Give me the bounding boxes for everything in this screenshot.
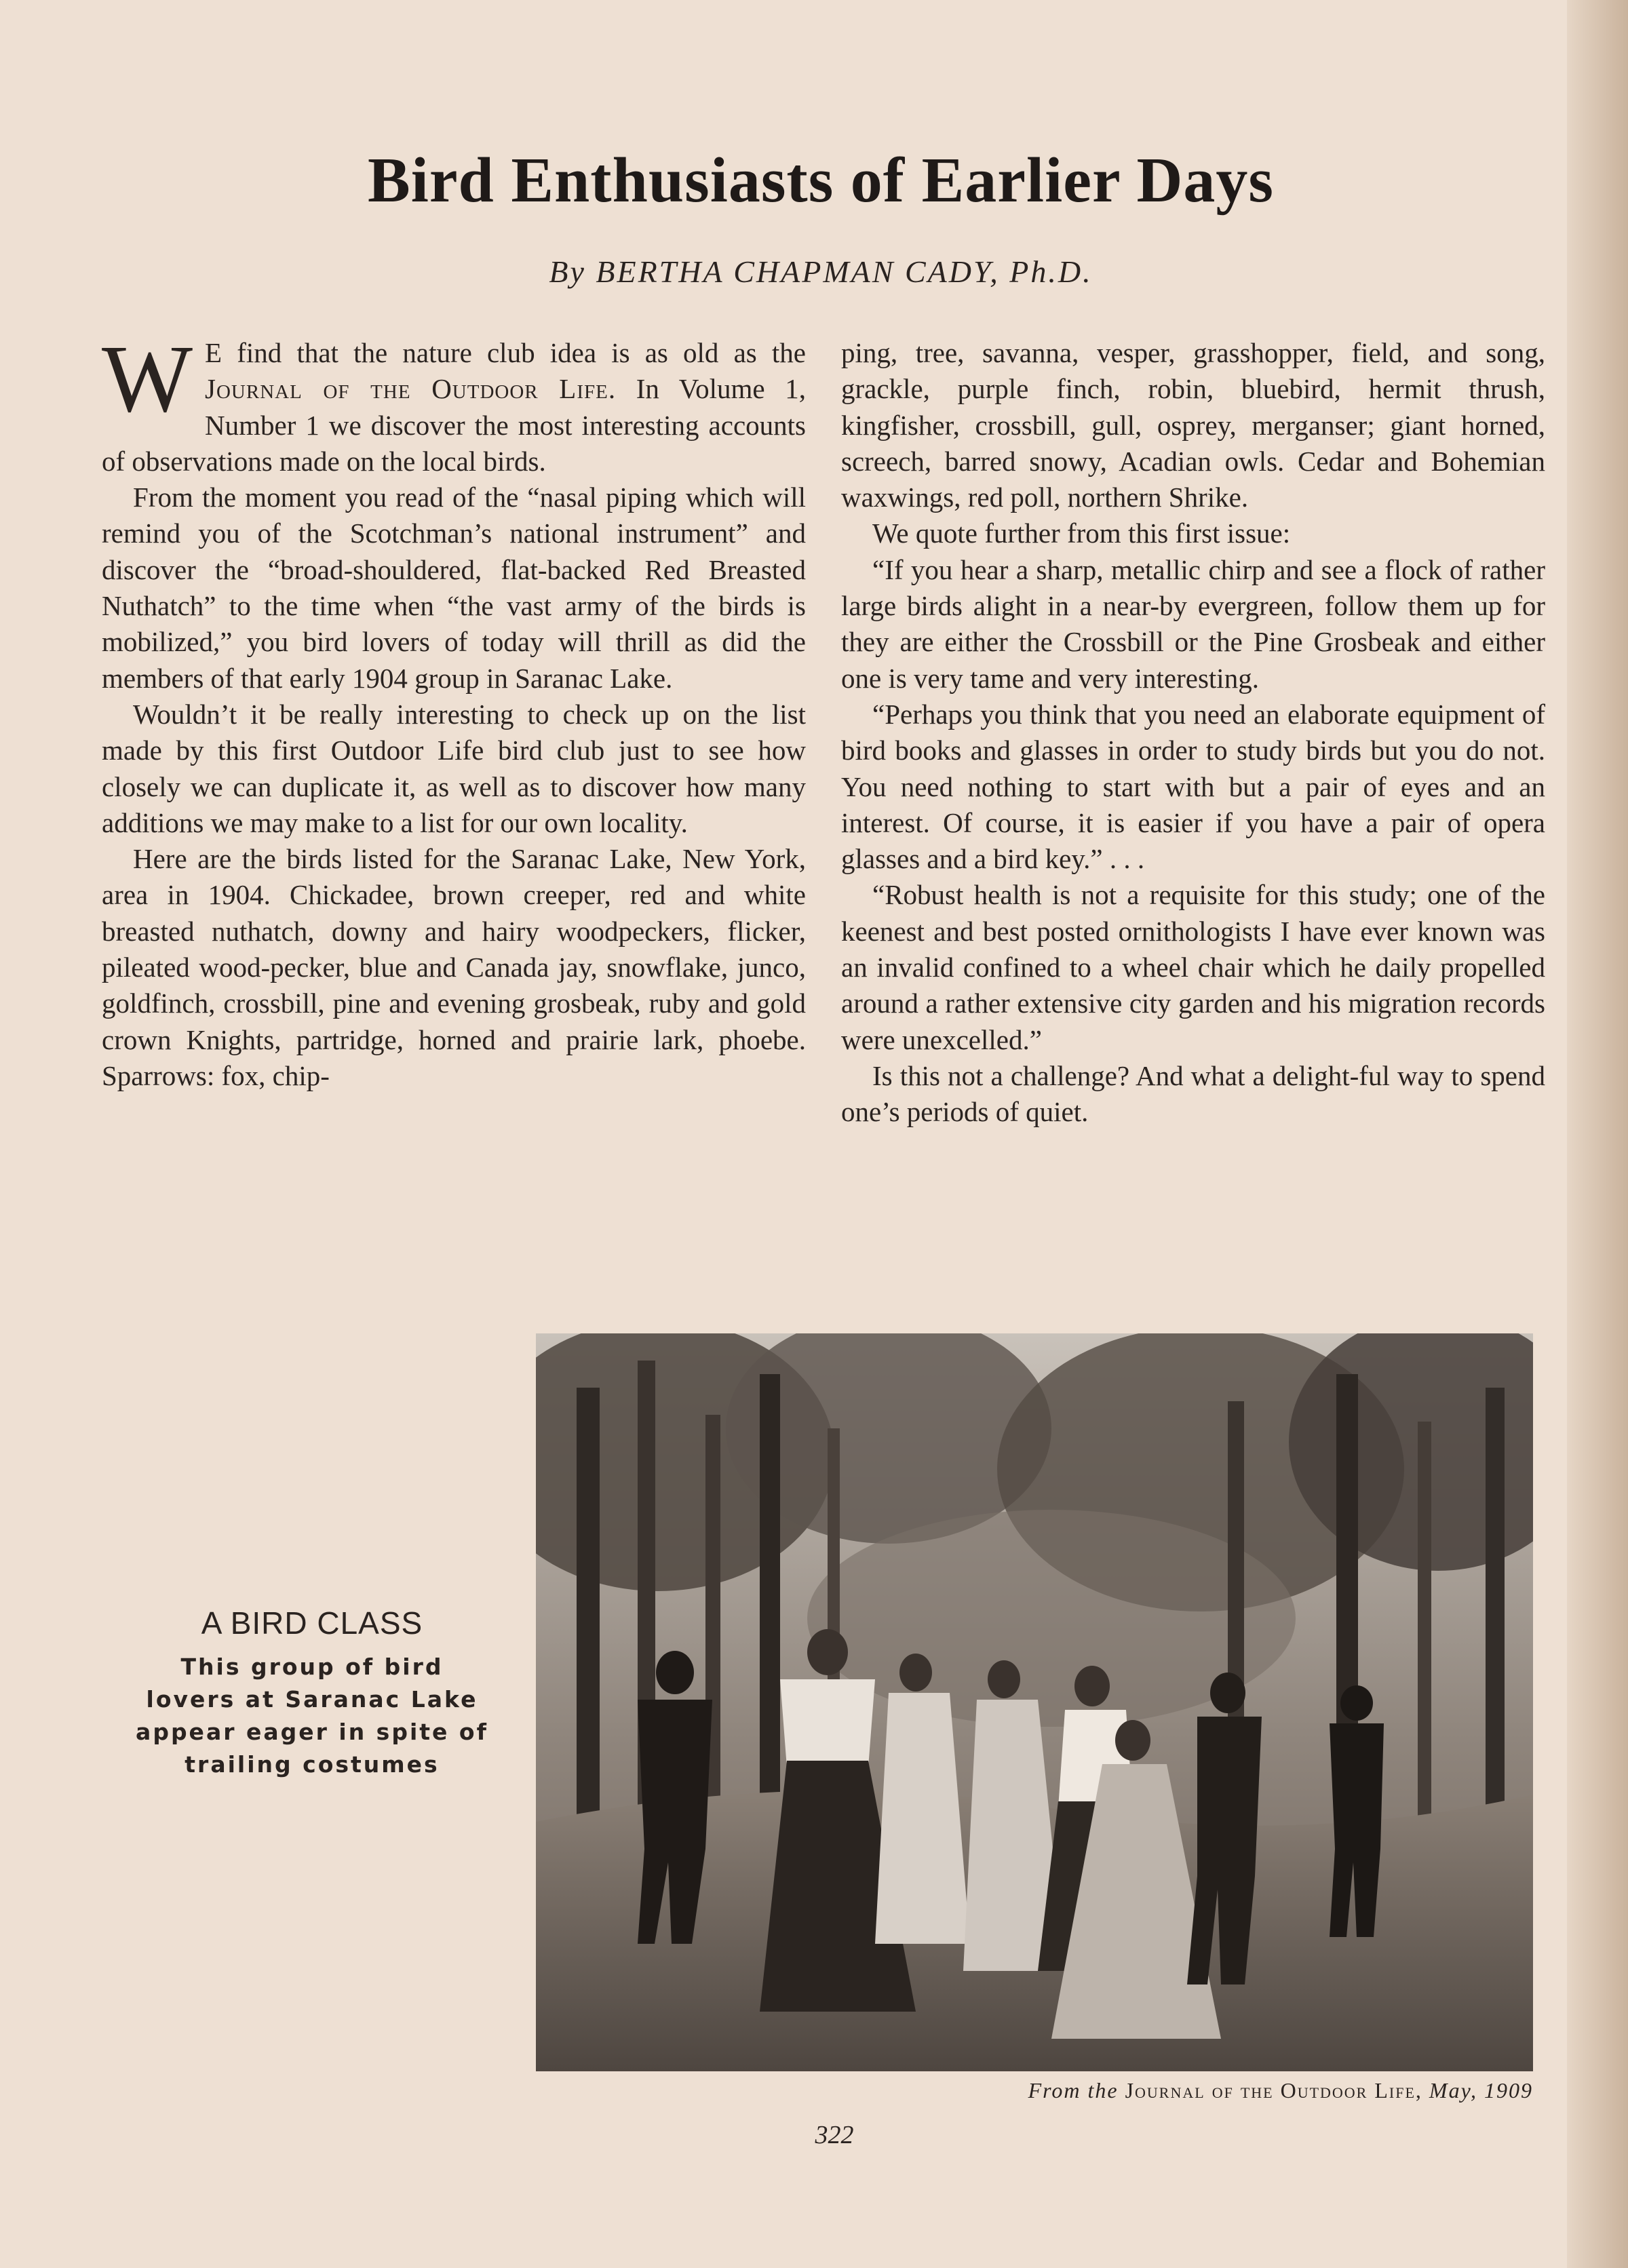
page-number: 322	[815, 2121, 854, 2149]
article-title: Bird Enthusiasts of Earlier Days	[368, 145, 1274, 216]
credit-journal: Journal of the Outdoor Life,	[1125, 2078, 1422, 2103]
paragraph-1-start: E find that the nature club idea is as old as the	[205, 337, 806, 368]
text-column-right	[841, 335, 1545, 1131]
paragraph-6: “If you hear a sharp, metallic chirp and see a flock of rather large birds alight in a near-by evergreen, follow them up for they are either the Crossbill or the Pine Grosbeak and either one is very tame and very interesting.	[841, 553, 1545, 694]
paragraph-7: “Perhaps you think that you need an elaborate equipment of bird books and glasses in order to study birds but you do not. You need nothing to start with but a pair of eyes and an interest. Of course, it is easier if you have a pair of opera glasses and a bird key.” . . .	[841, 698, 1545, 875]
credit-prefix: From the	[1028, 2078, 1125, 2103]
photo-credit	[1028, 2078, 1533, 2103]
caption-title: A BIRD CLASS	[201, 1605, 423, 1641]
credit-date: May, 1909	[1422, 2078, 1533, 2103]
article-byline: By BERTHA CHAPMAN CADY, Ph.D.	[549, 254, 1093, 289]
paragraph-8: “Robust health is not a requisite for this study; one of the keenest and best posted ornithologists I have ever known was an invalid confined to a wheel chair which he daily propelled around a rather extensive city garden and his migration records were unexcelled.”	[841, 879, 1545, 1055]
paragraph-4-continued: ping, tree, savanna, vesper, grasshopper, field, and song, grackle, purple finch, robin, bluebird, hermit thrush, kingfisher, crossbill, gull, osprey, merganser; giant horned, screech, barred snowy, Acadian owls. Cedar and Bohemian waxwings, red poll, northern Shrike.	[841, 337, 1545, 513]
paragraph-3: Wouldn’t it be really interesting to check up on the list made by this first Outdoor Life bird club just to see how closely we can duplicate it, as well as to discover how many additions we may make to a list for our own locality.	[102, 698, 806, 838]
page-edge-shadow	[1567, 0, 1628, 2268]
paragraph-1	[102, 325, 807, 480]
caption-text: This group of bird lovers at Saranac Lake appear eager in spite of trailing costumes	[136, 1654, 488, 1778]
paragraph-1-end: In Volume 1, Number 1 we discover the most interesting accounts of observations made on the local birds.	[102, 373, 807, 477]
journal-name: Journal of the Outdoor Life.	[205, 373, 617, 405]
bird-class-photo	[536, 1333, 1533, 2071]
paragraph-5: We quote further from this first issue:	[872, 517, 1291, 549]
text-column-left	[102, 325, 807, 1094]
paragraph-9: Is this not a challenge? And what a delight-ful way to spend one’s periods of quiet.	[841, 1059, 1545, 1128]
paragraph-2: From the moment you read of the “nasal piping which will remind you of the Scotchman’s national instrument” and discover the “broad-shouldered, flat-backed Red Breasted Nuthatch” to the time when “the vast army of the birds is mobilized,” you bird lovers of today will thrill as did the members of that early 1904 group in Saranac Lake.	[102, 482, 806, 694]
figure-caption	[136, 1605, 488, 1781]
drop-cap: W	[102, 325, 193, 432]
paragraph-4: Here are the birds listed for the Saranac Lake, New York, area in 1904. Chickadee, brown creeper, red and white breasted nuthatch, downy and hairy woodpeckers, flicker, pileated wood-pecker, blue and Canada jay, snowflake, junco, goldfinch, crossbill, pine and evening grosbeak, ruby and gold crown Knights, partridge, horned and prairie lark, phoebe. Sparrows: fox, chip-	[102, 843, 806, 1091]
forest-scene-illustration	[536, 1333, 1533, 2071]
